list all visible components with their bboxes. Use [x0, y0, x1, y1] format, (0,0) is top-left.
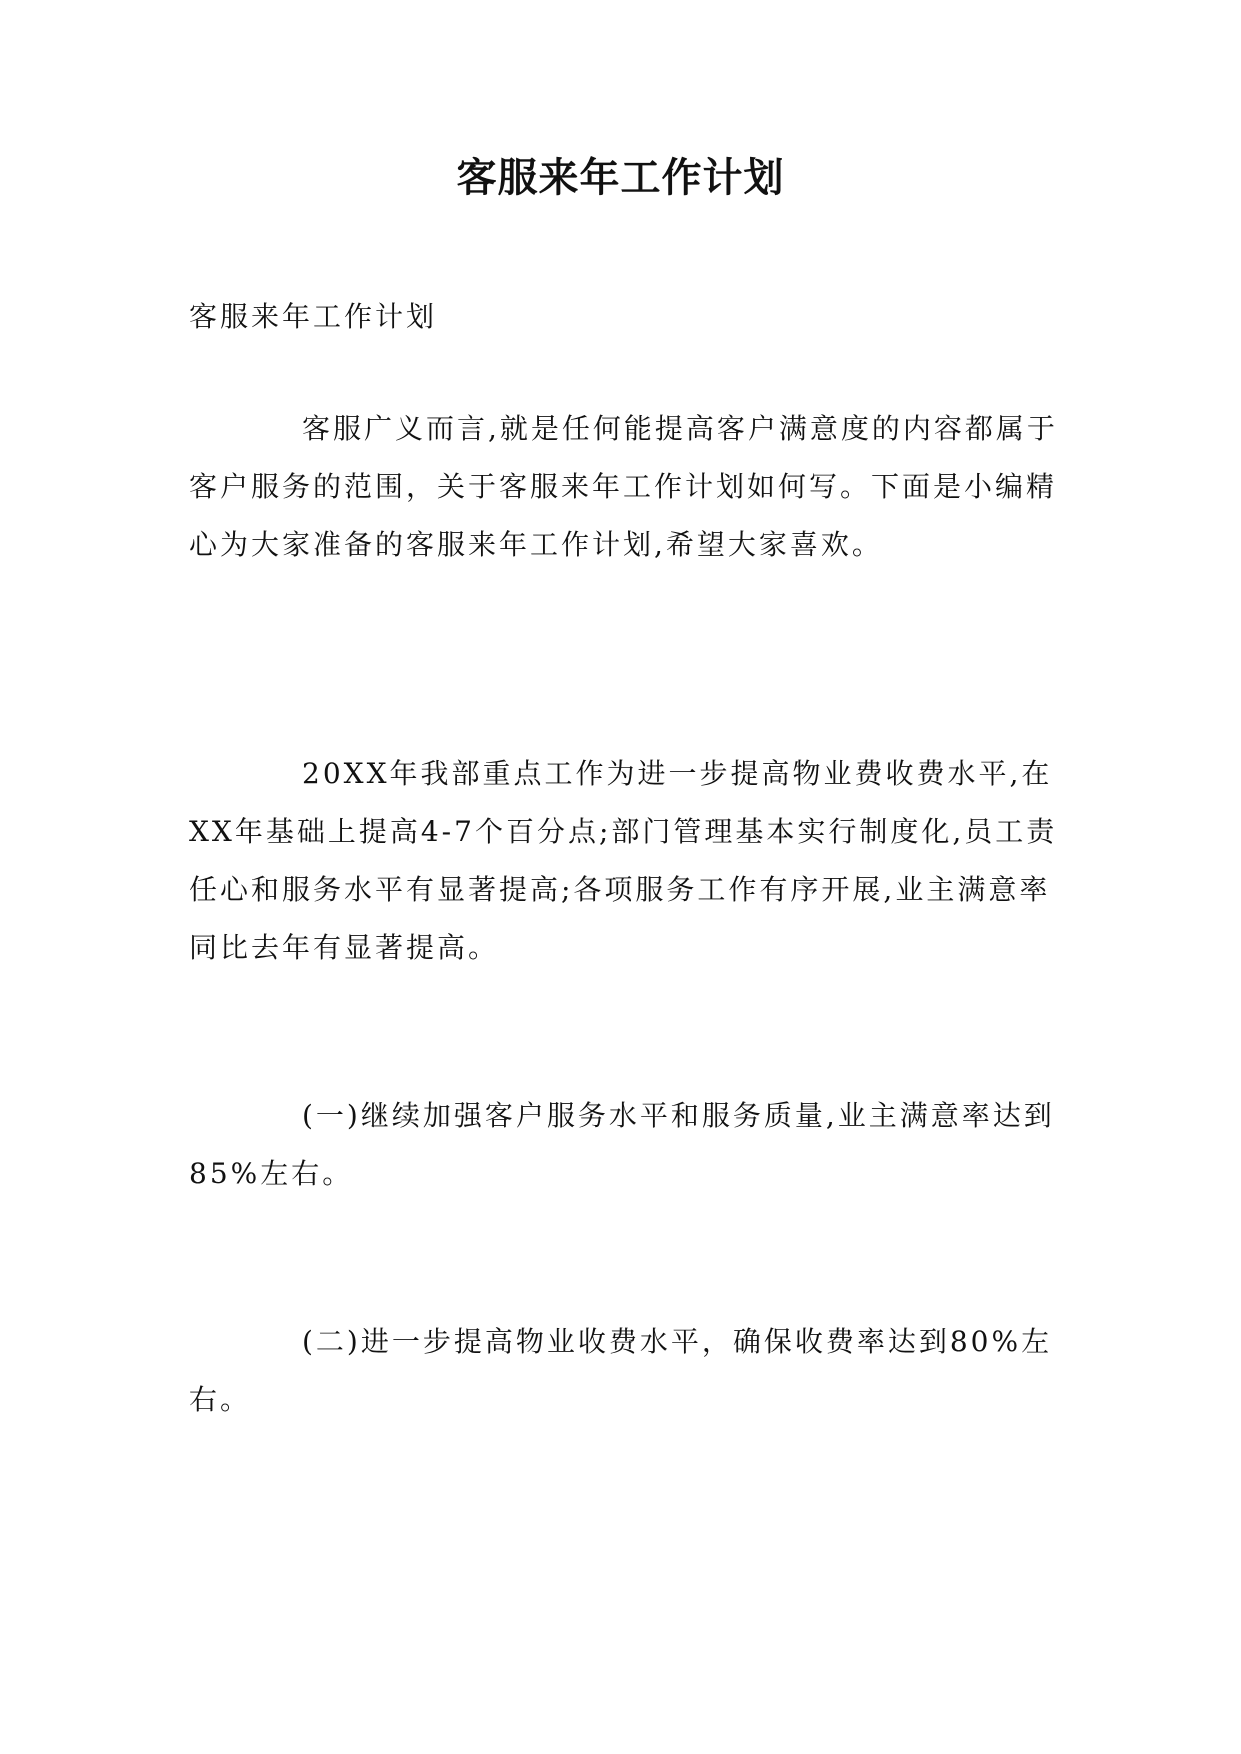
item-two-paragraph: (二)进一步提高物业收费水平，确保收费率达到80%左右。 [189, 1325, 1053, 1416]
goal-paragraph: 20XX年我部重点工作为进一步提高物业费收费水平,在XX年基础上提高4-7个百分点;部门管理基本实行制度化,员工责任心和服务水平有显著提高;各项服务工作有序开展,业主满意率同比去年有显著提高。 [189, 757, 1058, 964]
intro-paragraph: 客服广义而言,就是任何能提高客户满意度的内容都属于客户服务的范围，关于客服来年工作计划如何写。下面是小编精心为大家准备的客服来年工作计划,希望大家喜欢。 [189, 412, 1058, 561]
item-one-paragraph: (一)继续加强客户服务水平和服务质量,业主满意率达到85%左右。 [189, 1099, 1055, 1190]
document-subtitle: 客服来年工作计划 [189, 300, 438, 333]
document-title: 客服来年工作计划 [456, 154, 785, 201]
